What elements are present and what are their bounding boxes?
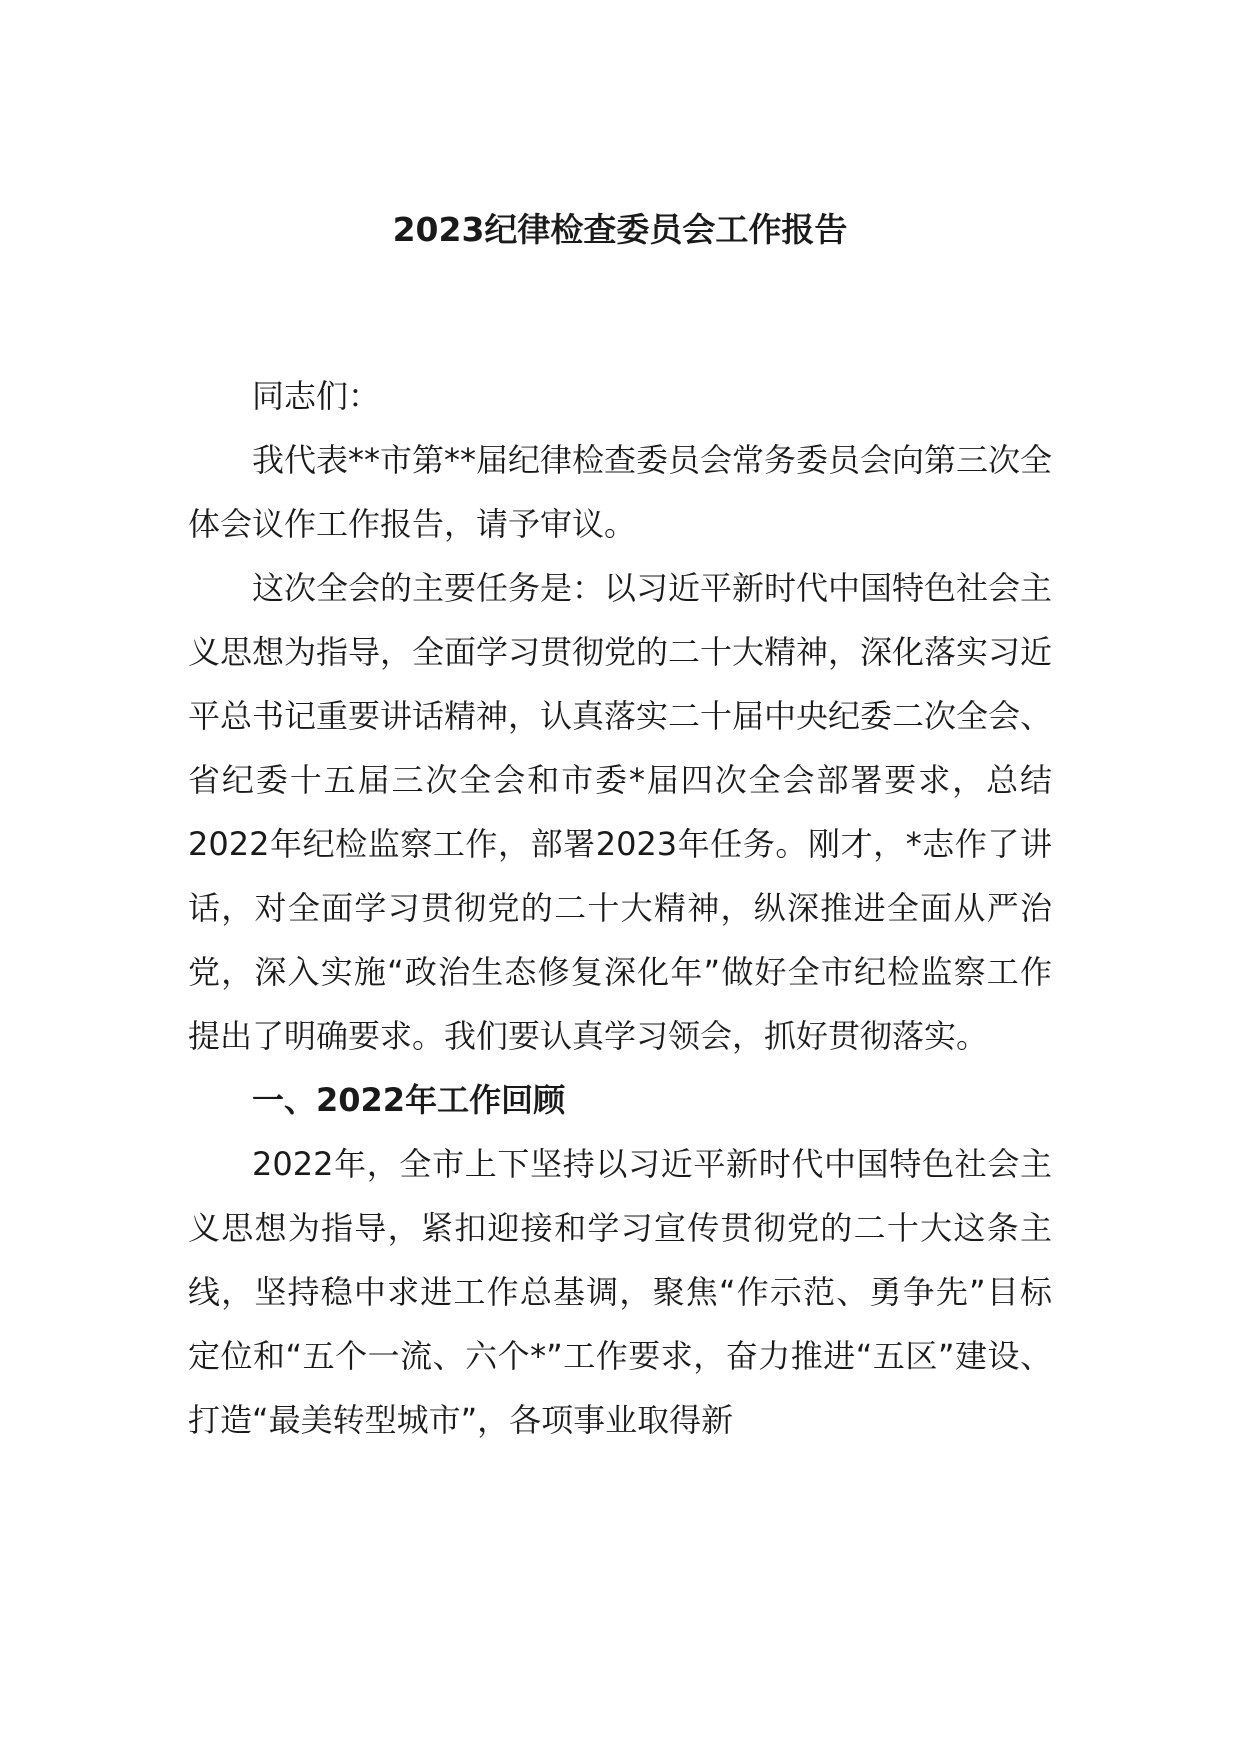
section-heading-review: 一、2022年工作回顾 (252, 1081, 566, 1119)
document-body (188, 364, 1052, 1452)
document-title: 2023纪律检查委员会工作报告 (392, 210, 848, 249)
intro-paragraph: 我代表**市第**届纪律检查委员会常务委员会向第三次全体会议作工作报告，请予审议。 (188, 441, 1053, 543)
salutation: 同志们： (252, 377, 381, 415)
task-paragraph: 这次全会的主要任务是：以习近平新时代中国特色社会主义思想为指导，全面学习贯彻党的二十大精神，深化落实习近平总书记重要讲话精神，认真落实二十届中央纪委二次全会、省纪委十五届三次全会和市委*届四次全会部署要求，总结2022年纪检监察工作，部署2023年任务。刚才，*志作了讲话，对全面学习贯彻党的二十大精神，纵深推进全面从严治党，深入实施“政治生态修复深化年”做好全市纪检监察工作提出了明确要求。我们要认真学习领会，抓好贯彻落实。 (188, 569, 1053, 1055)
review-paragraph: 2022年，全市上下坚持以习近平新时代中国特色社会主义思想为指导，紧扣迎接和学习宣传贯彻党的二十大这条主线，坚持稳中求进工作总基调，聚焦“作示范、勇争先”目标定位和“五个一流、六个*”工作要求，奋力推进“五区”建设、打造“最美转型城市”，各项事业取得新 (188, 1145, 1052, 1439)
